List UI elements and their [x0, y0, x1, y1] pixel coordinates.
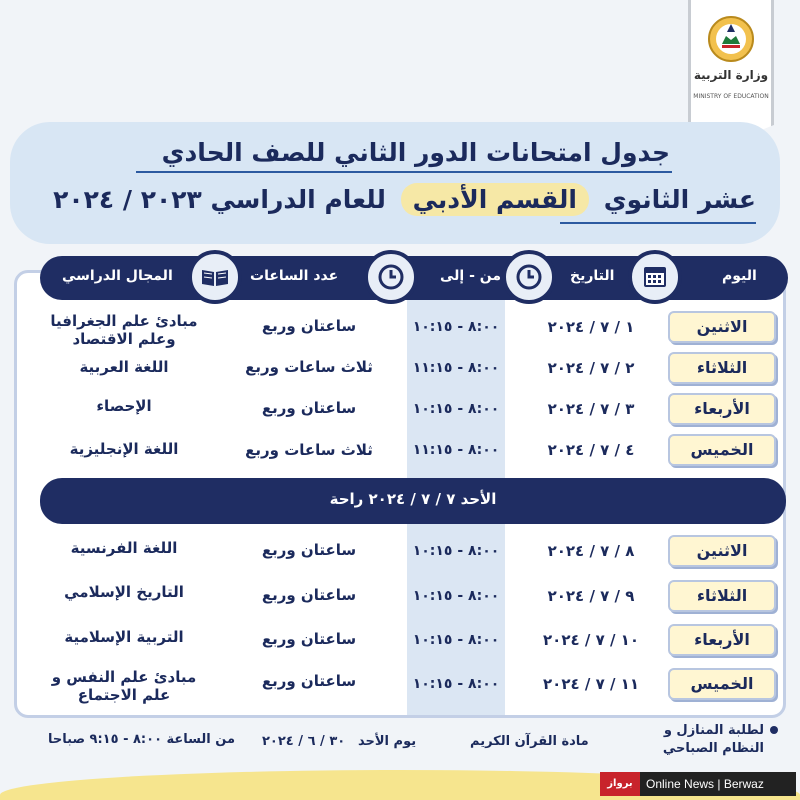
- footer-time: من الساعة ٨:٠٠ - ٩:١٥ صباحا: [48, 732, 236, 747]
- subject-cell: مبادئ علم النفس و علم الاجتماع: [51, 668, 197, 704]
- header-day: اليوم: [722, 268, 757, 284]
- date-cell: ٨ / ٧ / ٢٠٢٤: [547, 542, 635, 560]
- day-cell: الاثنين: [668, 311, 776, 343]
- day-cell: الثلاثاء: [668, 352, 776, 384]
- day-cell: الأربعاء: [668, 624, 776, 656]
- title-line-2-end: للعام الدراسي ٢٠٢٣ / ٢٠٢٤: [53, 185, 386, 214]
- footer-subject: مادة القرآن الكريم: [470, 734, 589, 749]
- hours-cell: ثلاث ساعات وربع: [245, 441, 373, 459]
- day-cell: الاثنين: [668, 535, 776, 567]
- footer-date: ٣٠ / ٦ / ٢٠٢٤: [262, 734, 346, 749]
- time-cell: ٨:٠٠ - ١٠:١٥: [412, 632, 500, 648]
- day-cell: الخميس: [668, 668, 776, 700]
- time-cell: ٨:٠٠ - ١٠:١٥: [412, 588, 500, 604]
- time-cell: ٨:٠٠ - ١٠:١٥: [412, 676, 500, 692]
- holiday-text: الأحد ٧ / ٧ / ٢٠٢٤ راحة: [329, 490, 497, 508]
- title-section-highlight: القسم الأدبي: [401, 183, 589, 216]
- clock-icon: [502, 250, 556, 304]
- subject-cell: اللغة الإنجليزية: [69, 440, 179, 458]
- header-time: من - إلى: [440, 268, 502, 284]
- hours-cell: ساعتان وربع: [261, 586, 357, 604]
- day-cell: الخميس: [668, 434, 776, 466]
- day-cell: الثلاثاء: [668, 580, 776, 612]
- hours-cell: ساعتان وربع: [261, 541, 357, 559]
- header-subject: المجال الدراسي: [62, 268, 173, 284]
- subject-cell: اللغة العربية: [79, 358, 169, 376]
- clock-icon: [364, 250, 418, 304]
- hours-cell: ساعتان وربع: [261, 630, 357, 648]
- watermark-brand: Online News | Berwaz: [646, 777, 764, 791]
- time-cell: ٨:٠٠ - ١١:١٥: [412, 360, 500, 376]
- title-underline-2: [560, 222, 756, 224]
- footer-day: يوم الأحد: [358, 734, 417, 749]
- hours-cell: ثلاث ساعات وربع: [245, 358, 373, 376]
- hours-cell: ساعتان وربع: [261, 317, 357, 335]
- book-icon: [188, 250, 242, 304]
- hours-cell: ساعتان وربع: [261, 672, 357, 690]
- time-cell: ٨:٠٠ - ١٠:١٥: [412, 401, 500, 417]
- date-cell: ٩ / ٧ / ٢٠٢٤: [547, 587, 635, 605]
- date-cell: ٢ / ٧ / ٢٠٢٤: [547, 359, 635, 377]
- date-cell: ١٠ / ٧ / ٢٠٢٤: [543, 631, 639, 649]
- footer-bullet: [770, 726, 778, 734]
- watermark-badge: برواز: [600, 772, 640, 796]
- date-cell: ١ / ٧ / ٢٠٢٤: [547, 318, 635, 336]
- title-line-2-start: عشر الثانوي: [603, 185, 756, 214]
- calendar-icon: [628, 250, 682, 304]
- time-cell: ٨:٠٠ - ١٠:١٥: [412, 319, 500, 335]
- time-cell: ٨:٠٠ - ١١:١٥: [412, 442, 500, 458]
- watermark: [600, 772, 796, 796]
- kuwait-emblem-icon: [706, 14, 756, 64]
- ministry-name-ar: وزارة التربية: [693, 68, 769, 82]
- subject-cell: اللغة الفرنسية: [70, 539, 178, 557]
- title-line-2: [40, 183, 756, 223]
- header-hours: عدد الساعات: [250, 268, 339, 284]
- date-cell: ٤ / ٧ / ٢٠٢٤: [547, 441, 635, 459]
- day-cell: الأربعاء: [668, 393, 776, 425]
- time-cell: ٨:٠٠ - ١٠:١٥: [412, 543, 500, 559]
- date-cell: ١١ / ٧ / ٢٠٢٤: [543, 675, 639, 693]
- subject-cell: مبادئ علم الجغرافيا وعلم الاقتصاد: [50, 312, 198, 348]
- hours-cell: ساعتان وربع: [261, 399, 357, 417]
- date-cell: ٣ / ٧ / ٢٠٢٤: [547, 400, 635, 418]
- footer-audience: لطلبة المنازل و النظام الصباحي: [662, 723, 764, 756]
- title-underline-1: [136, 171, 672, 173]
- title-line-1: جدول امتحانات الدور الثاني للصف الحادي: [161, 138, 670, 167]
- subject-cell: التاريخ الإسلامي: [64, 583, 184, 601]
- subject-cell: التربية الإسلامية: [64, 628, 184, 646]
- ministry-name-en: MINISTRY OF EDUCATION: [693, 93, 769, 100]
- header-date: التاريخ: [570, 268, 615, 284]
- subject-cell: الإحصاء: [96, 397, 152, 415]
